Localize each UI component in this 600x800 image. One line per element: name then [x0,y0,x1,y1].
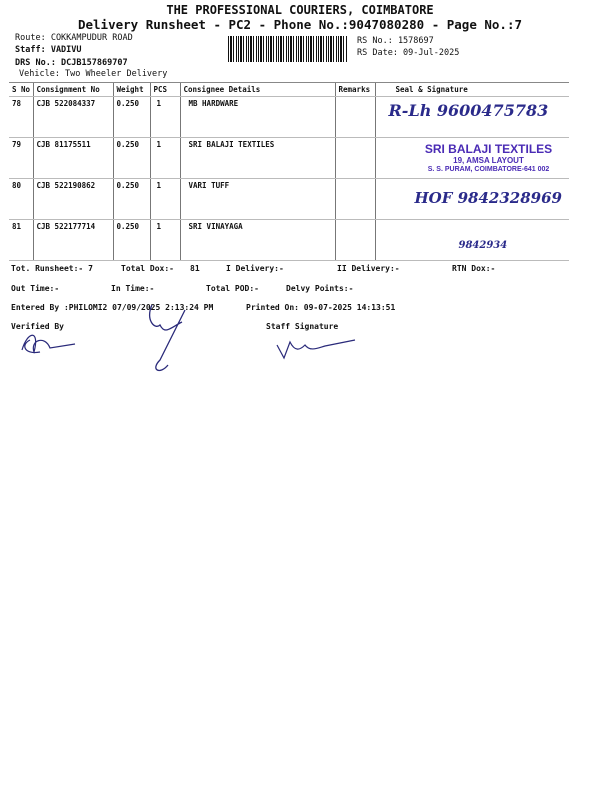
barcode [228,36,348,62]
table-row [9,97,569,138]
sno: 79 [9,138,33,179]
weight: 0.250 [113,97,150,138]
total-dox-value: 81 [190,264,200,273]
col-pcs: PCS [150,83,180,97]
verified-by-label: Verified By [11,322,64,331]
seal-signature [375,138,569,179]
remarks [335,179,375,220]
company-stamp [409,143,569,174]
company-title: THE PROFESSIONAL COURIERS, COIMBATORE [166,3,434,17]
stamp-line: SRI BALAJI TEXTILES [424,142,553,156]
table-row [9,220,569,261]
sno: 81 [9,220,33,261]
sno: 78 [9,97,33,138]
pcs: 1 [150,97,180,138]
remarks [335,97,375,138]
total-pod: Total POD:- [206,284,259,293]
remarks [335,220,375,261]
tot-runsheet: Tot. Runsheet:- 7 [11,264,93,273]
consignment-no: CJB 522084337 [33,97,113,138]
in-time: In Time:- [111,284,155,293]
runsheet-subtitle: Delivery Runsheet - PC2 - Phone No.:9047080280 - Page No.:7 [77,17,522,32]
table-row [9,138,569,179]
vehicle: Vehicle: Two Wheeler Delivery [19,69,168,79]
weight: 0.250 [113,179,150,220]
pcs: 1 [150,179,180,220]
supervisor-signature [150,305,185,370]
seal-signature [375,220,569,261]
weight: 0.250 [113,138,150,179]
i-delivery: I Delivery:- [226,264,284,273]
weight: 0.250 [113,220,150,261]
consignee: MB HARDWARE [180,97,335,138]
handwritten-signature: 9842934 [458,240,508,251]
rtn-dox: RTN Dox:- [452,264,496,273]
ii-delivery: II Delivery:- [337,264,400,273]
entered-by: Entered By :PHILOMI2 07/09/2025 2:13:24 PM [11,303,214,312]
total-dox-label: Total Dox:- [121,264,174,273]
staff: Staff: VADIVU [15,45,82,55]
drs-number: DRS No.: DCJB157869707 [15,58,128,68]
handwritten-signatures [0,300,600,380]
stamp-line: 19, AMSA LAYOUT [453,156,524,165]
consignment-no: CJB 522190862 [33,179,113,220]
table-header-row [9,83,569,97]
remarks [335,138,375,179]
out-time: Out Time:- [11,284,60,293]
consignee: SRI BALAJI TEXTILES [180,138,335,179]
handwritten-signature: R-Lh 9600475783 [388,101,549,120]
sno: 80 [9,179,33,220]
col-sno: S No [9,83,33,97]
consignment-no: CJB 522177714 [33,220,113,261]
table-row [9,179,569,220]
col-consignee: Consignee Details [180,83,335,97]
col-consignment: Consignment No [33,83,113,97]
seal-signature [375,179,569,220]
consignee: SRI VINAYAGA [180,220,335,261]
route: Route: COKKAMPUDUR ROAD [15,33,133,43]
seal-signature [375,97,569,138]
verifier-signature [22,335,75,352]
staff-signature [277,340,355,358]
staff-signature-label: Staff Signature [266,322,339,331]
consignment-no: CJB 81175511 [33,138,113,179]
pcs: 1 [150,220,180,261]
stamp-line: S. S. PURAM, COIMBATORE-641 002 [427,166,550,173]
col-remarks: Remarks [335,83,375,97]
runsheet-table [9,82,569,261]
pcs: 1 [150,138,180,179]
consignee: VARI TUFF [180,179,335,220]
printed-on: Printed On: 09-07-2025 14:13:51 [246,303,396,312]
handwritten-signature: HOF 9842328969 [414,189,562,207]
col-weight: Weight [113,83,150,97]
delivery-points: Delvy Points:- [286,284,354,293]
col-seal-signature: Seal & Signature [375,83,569,97]
rs-number: RS No.: 1578697 [357,36,434,46]
rs-date: RS Date: 09-Jul-2025 [357,48,460,58]
